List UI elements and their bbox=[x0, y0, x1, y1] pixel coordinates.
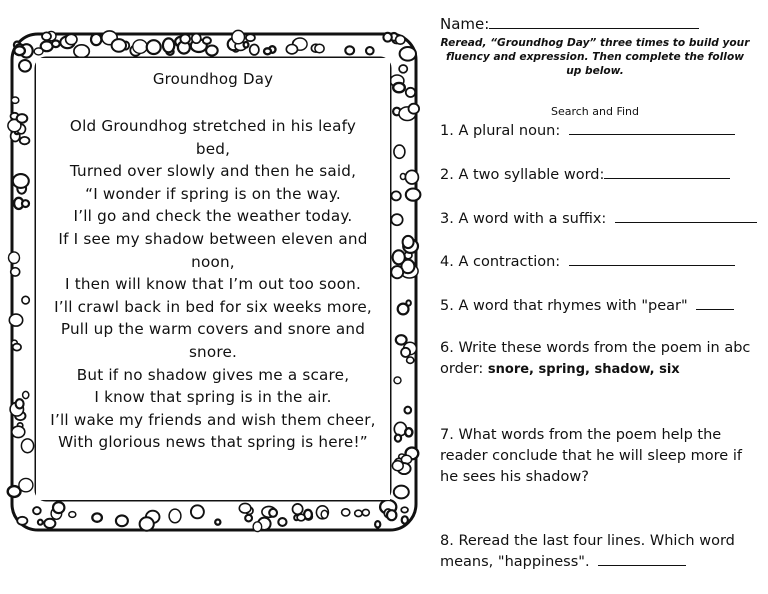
poem-panel bbox=[36, 58, 390, 500]
poem-line: snore. bbox=[188, 342, 238, 361]
poem-line: I’ll go and check the weather today. bbox=[73, 207, 353, 226]
poem-line: I’ll wake my friends and wish them cheer, bbox=[50, 410, 376, 429]
question-8 bbox=[440, 531, 752, 573]
poem-line: Turned over slowly and then he said, bbox=[69, 162, 357, 181]
question-6-words: snore, spring, shadow, six bbox=[487, 362, 680, 377]
instructions: Reread, “Groundhog Day” three times to build your fluency and expression. Then complete the follow up below. bbox=[440, 37, 750, 77]
answer-1-blank[interactable] bbox=[569, 122, 735, 135]
question-5 bbox=[440, 296, 734, 317]
poem-line: bed, bbox=[195, 139, 231, 158]
question-3-text: 3. A word with a suffix: bbox=[440, 211, 607, 227]
poem-line: With glorious news that spring is here!” bbox=[58, 433, 368, 452]
poem-line: But if no shadow gives me a scare, bbox=[76, 365, 350, 384]
question-6 bbox=[440, 338, 752, 380]
poem-line: If I see my shadow between eleven and bbox=[58, 229, 368, 248]
question-6-text: 6. Write these words from the poem in abc order: bbox=[440, 340, 751, 377]
question-5-text: 5. A word that rhymes with "pear" bbox=[440, 298, 688, 314]
question-3 bbox=[440, 209, 757, 230]
poem-line: Pull up the warm covers and snore and bbox=[60, 320, 366, 339]
question-4-text: 4. A contraction: bbox=[440, 254, 561, 270]
question-2 bbox=[440, 165, 730, 186]
answer-4-blank[interactable] bbox=[569, 253, 735, 266]
name-label: Name: bbox=[440, 15, 490, 33]
question-1 bbox=[440, 121, 735, 142]
poem-line: Old Groundhog stretched in his leafy bbox=[69, 117, 357, 135]
name-field[interactable] bbox=[489, 14, 699, 29]
poem-line: I know that spring is in the air. bbox=[94, 388, 332, 407]
question-2-text: 2. A two syllable word: bbox=[440, 167, 605, 183]
question-8-text: 8. Reread the last four lines. Which word means, "happiness". bbox=[440, 533, 735, 570]
section-title: Search and Find bbox=[550, 105, 640, 118]
question-4 bbox=[440, 252, 735, 273]
answer-3-blank[interactable] bbox=[615, 210, 757, 223]
answer-5-blank[interactable] bbox=[696, 297, 734, 310]
poem-line: “I wonder if spring is on the way. bbox=[85, 184, 341, 203]
name-row bbox=[440, 14, 699, 33]
question-7: 7. What words from the poem help the reader conclude that he will sleep more if he sees his shadow? bbox=[440, 427, 742, 485]
poem-line: I’ll crawl back in bed for six weeks more, bbox=[54, 297, 372, 316]
poem-line: noon, bbox=[191, 252, 235, 271]
question-1-text: 1. A plural noun: bbox=[440, 123, 561, 139]
answer-2-blank[interactable] bbox=[604, 166, 730, 179]
answer-8-blank[interactable] bbox=[598, 553, 686, 566]
poem-title: Groundhog Day bbox=[152, 70, 274, 88]
poem-body bbox=[44, 115, 382, 454]
poem-line: I then will know that I’m out too soon. bbox=[65, 275, 361, 294]
